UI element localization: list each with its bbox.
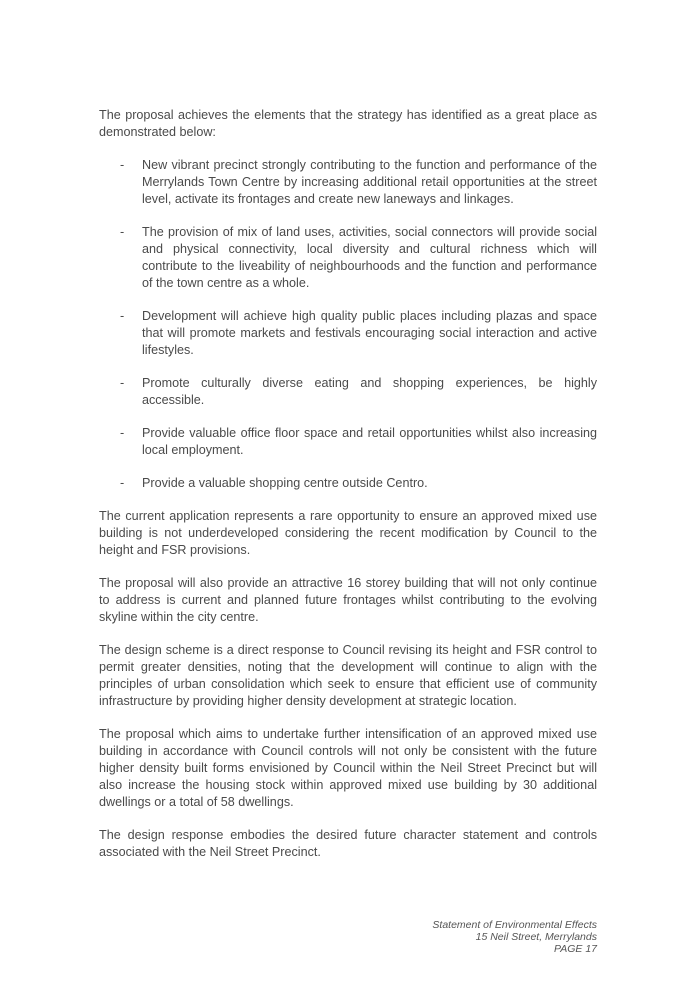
- bullet-text: Development will achieve high quality public places including plazas and space that will promote markets and festivals encouraging social interaction and active lifestyles.: [142, 309, 597, 357]
- list-item: [99, 475, 597, 492]
- list-item: [99, 375, 597, 409]
- list-item: [99, 425, 597, 459]
- bullet-text: Provide a valuable shopping centre outside Centro.: [142, 476, 428, 490]
- bullet-dash: -: [120, 225, 125, 239]
- page-footer: [432, 919, 597, 955]
- body-paragraph: The current application represents a rare opportunity to ensure an approved mixed use building is not underdeveloped considering the recent modification by Council to the height and FSR provisions.: [99, 509, 597, 557]
- body-paragraph: The design scheme is a direct response to Council revising its height and FSR control to permit greater densities, noting that the development will continue to align with the principles of urban consolidation which seek to ensure that efficient use of community infrastructure by providing higher density development at strategic location.: [99, 643, 597, 708]
- list-item: [99, 224, 597, 292]
- bullet-dash: -: [120, 476, 125, 490]
- body-paragraph: The design response embodies the desired future character statement and controls associated with the Neil Street Precinct.: [99, 828, 597, 859]
- bullet-text: Promote culturally diverse eating and shopping experiences, be highly accessible.: [142, 376, 597, 407]
- bullet-list: [99, 157, 597, 492]
- list-item: [99, 157, 597, 208]
- bullet-dash: -: [120, 376, 125, 390]
- body-paragraph: The proposal which aims to undertake further intensification of an approved mixed use building in accordance with Council controls will not only be consistent with the future higher density built forms envisioned by Council within the Neil Street Precinct but will also increase the housing stock within approved mixed use building by 30 additional dwellings or a total of 58 dwellings.: [99, 727, 597, 809]
- intro-paragraph: The proposal achieves the elements that the strategy has identified as a great place as demonstrated below:: [99, 108, 597, 139]
- page-number: PAGE 17: [554, 943, 597, 955]
- bullet-dash: -: [120, 426, 125, 440]
- document-body: [99, 107, 597, 877]
- footer-address: 15 Neil Street, Merrylands: [475, 931, 597, 943]
- bullet-dash: -: [120, 309, 125, 323]
- footer-document-title: Statement of Environmental Effects: [432, 919, 597, 931]
- bullet-dash: -: [120, 158, 125, 172]
- list-item: [99, 308, 597, 359]
- bullet-text: New vibrant precinct strongly contributing to the function and performance of the Merrylands Town Centre by increasing additional retail opportunities at the street level, activate its frontages and create new laneways and linkages.: [142, 158, 597, 206]
- bullet-text: The provision of mix of land uses, activities, social connectors will provide social and physical connectivity, local diversity and cultural richness which will contribute to the liveability of neighbourhoods and the function and performance of the town centre as a whole.: [142, 225, 597, 290]
- body-paragraph: The proposal will also provide an attractive 16 storey building that will not only continue to address is current and planned future frontages whilst contributing to the evolving skyline within the city centre.: [99, 576, 597, 624]
- bullet-text: Provide valuable office floor space and retail opportunities whilst also increasing local employment.: [142, 426, 597, 457]
